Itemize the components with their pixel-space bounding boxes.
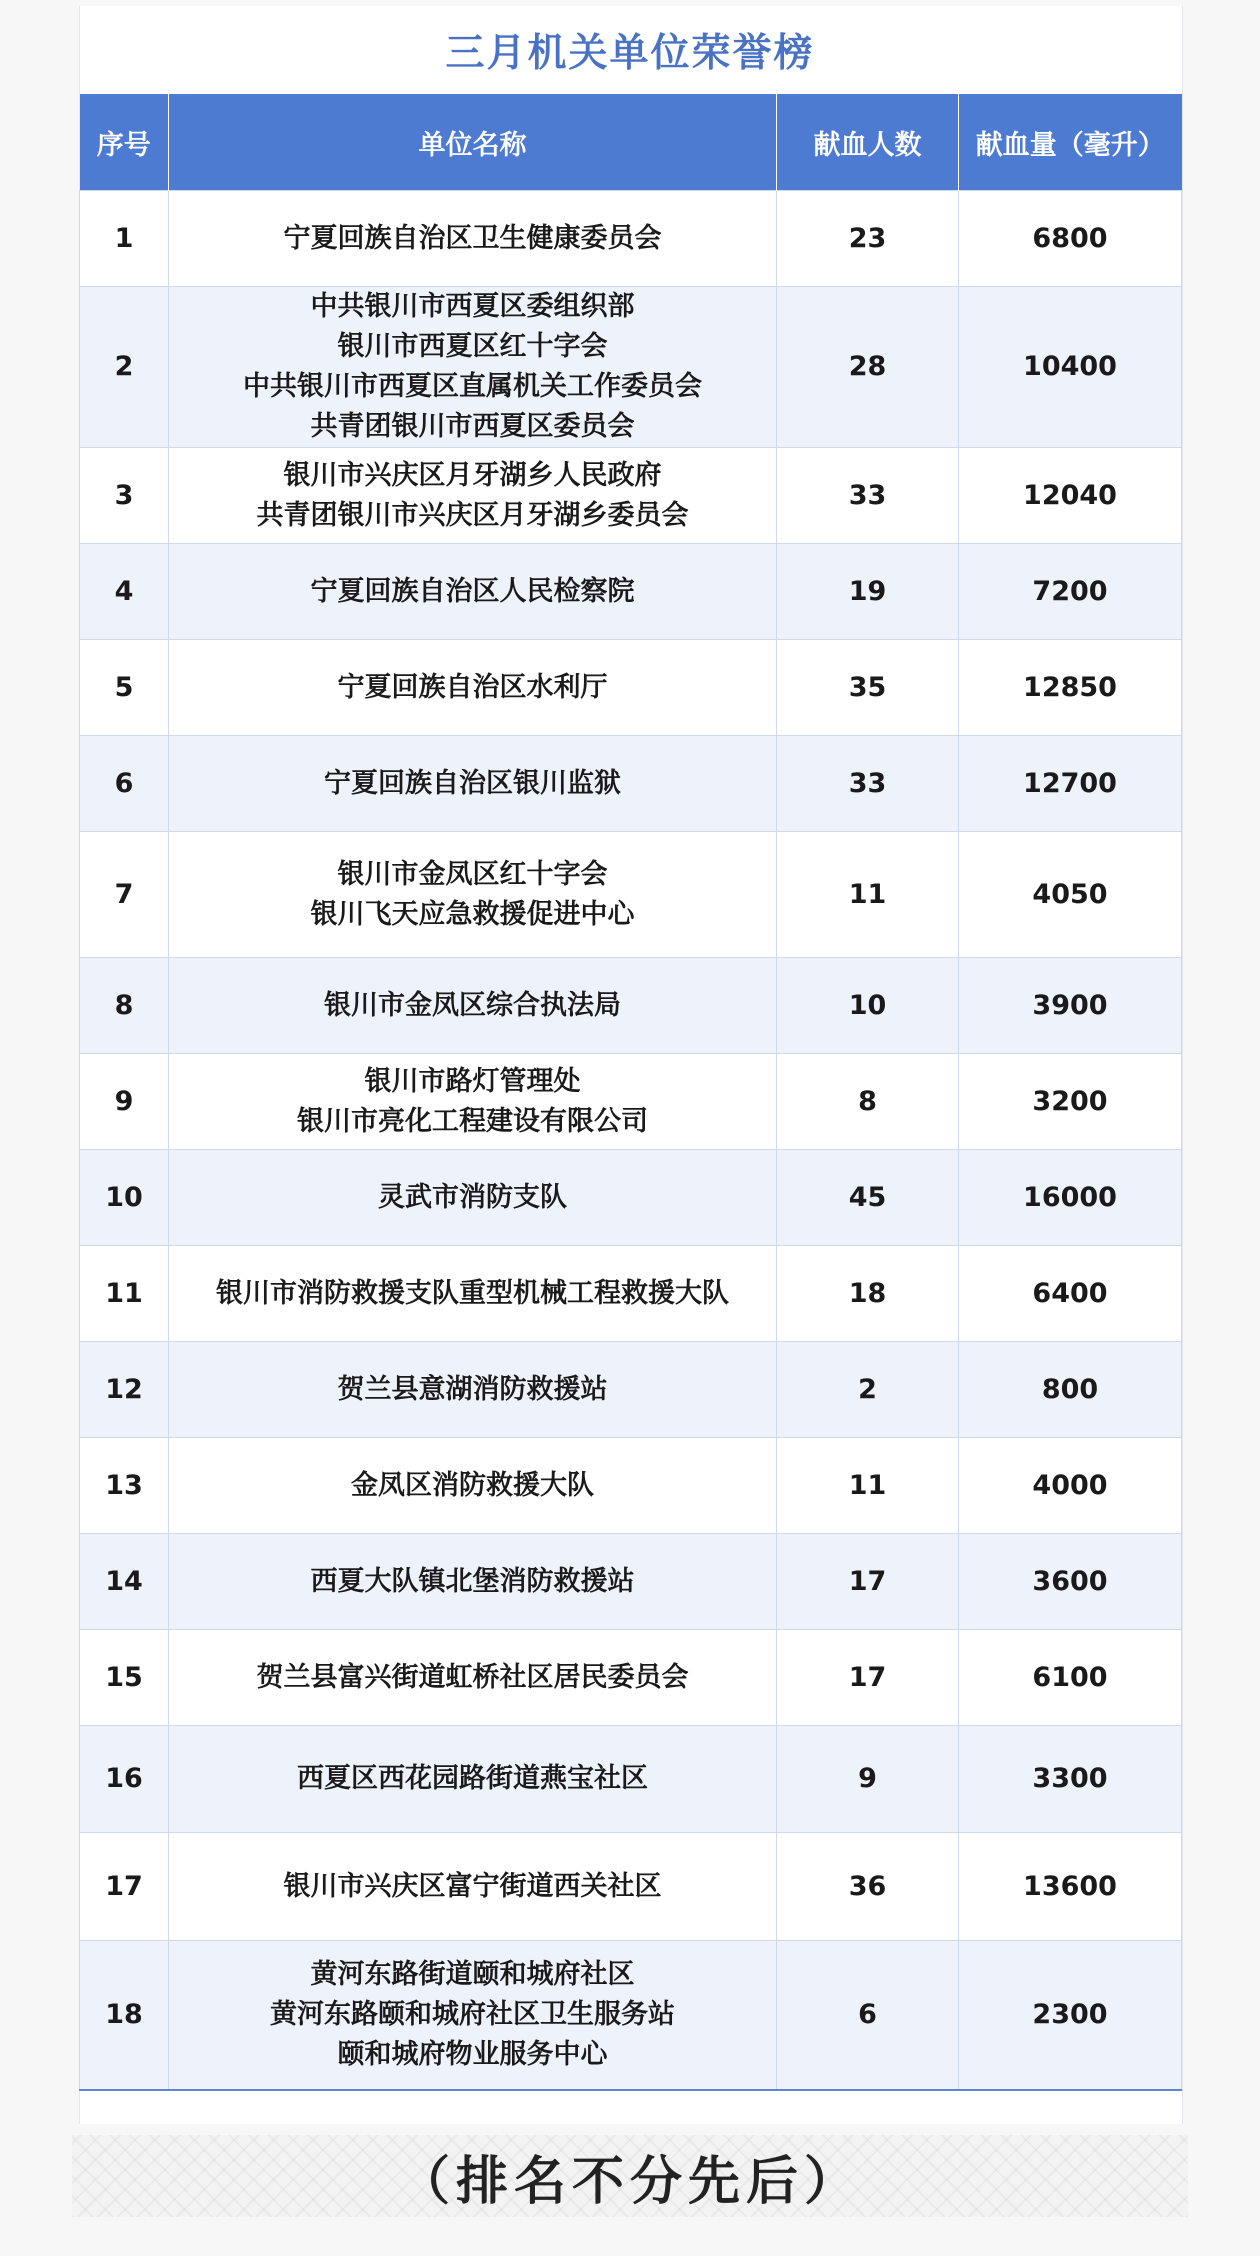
unit-name: 银川市兴庆区月牙湖乡人民政府 [283, 459, 662, 491]
donor-count: 6 [777, 1941, 959, 2090]
donor-count: 9 [777, 1726, 959, 1833]
unit-name-cell [169, 1054, 777, 1150]
row-number: 11 [80, 1246, 169, 1342]
table-body [80, 191, 1182, 2090]
blood-volume: 4050 [959, 832, 1182, 958]
table-row [80, 1630, 1182, 1726]
blood-volume: 3600 [959, 1534, 1182, 1630]
blood-volume: 3300 [959, 1726, 1182, 1833]
donor-count: 33 [777, 736, 959, 832]
unit-name-cell [169, 448, 777, 544]
row-number: 4 [80, 544, 169, 640]
blood-volume: 7200 [959, 544, 1182, 640]
blood-volume: 4000 [959, 1438, 1182, 1534]
blood-volume: 16000 [959, 1150, 1182, 1246]
unit-name: 银川飞天应急救援促进中心 [310, 898, 635, 930]
unit-name: 宁夏回族自治区人民检察院 [310, 575, 635, 607]
blood-volume: 6400 [959, 1246, 1182, 1342]
blood-volume: 3200 [959, 1054, 1182, 1150]
unit-name-cell [169, 1833, 777, 1941]
row-number: 18 [80, 1941, 169, 2090]
donor-count: 2 [777, 1342, 959, 1438]
unit-name: 颐和城府物业服务中心 [337, 2038, 608, 2070]
unit-name: 黄河东路街道颐和城府社区 [310, 1958, 635, 1990]
row-number: 8 [80, 958, 169, 1054]
table-row [80, 1054, 1182, 1150]
row-number: 6 [80, 736, 169, 832]
donor-count: 36 [777, 1833, 959, 1941]
row-number: 5 [80, 640, 169, 736]
blood-volume: 12700 [959, 736, 1182, 832]
donor-count: 23 [777, 191, 959, 287]
blood-volume: 800 [959, 1342, 1182, 1438]
unit-name: 共青团银川市兴庆区月牙湖乡委员会 [256, 499, 689, 531]
unit-name-cell [169, 1438, 777, 1534]
unit-name: 宁夏回族自治区卫生健康委员会 [283, 222, 662, 254]
unit-name-cell [169, 1342, 777, 1438]
blood-volume: 6100 [959, 1630, 1182, 1726]
row-number: 17 [80, 1833, 169, 1941]
unit-name-cell [169, 958, 777, 1054]
unit-name-cell [169, 1630, 777, 1726]
table-row [80, 832, 1182, 958]
column-header-unit-name: 单位名称 [169, 94, 777, 191]
honor-table [79, 94, 1182, 2091]
table-row [80, 1941, 1182, 2090]
row-number: 1 [80, 191, 169, 287]
ranking-note: （排名不分先后） [397, 2151, 862, 2212]
unit-name: 灵武市消防支队 [378, 1181, 567, 1213]
table-row [80, 736, 1182, 832]
unit-name: 金凤区消防救援大队 [351, 1469, 594, 1501]
blood-volume: 12850 [959, 640, 1182, 736]
table-row [80, 1726, 1182, 1833]
unit-name-cell [169, 1246, 777, 1342]
table-row [80, 640, 1182, 736]
blood-volume: 2300 [959, 1941, 1182, 2090]
unit-name: 银川市亮化工程建设有限公司 [297, 1105, 648, 1137]
donor-count: 33 [777, 448, 959, 544]
unit-name: 中共银川市西夏区直属机关工作委员会 [243, 371, 702, 402]
table-row [80, 1150, 1182, 1246]
row-number: 14 [80, 1534, 169, 1630]
unit-name-cell [169, 1534, 777, 1630]
unit-name: 银川市金凤区综合执法局 [324, 989, 621, 1021]
blood-volume: 12040 [959, 448, 1182, 544]
unit-name: 共青团银川市西夏区委员会 [310, 411, 635, 442]
unit-name-cell [169, 191, 777, 287]
blood-volume: 3900 [959, 958, 1182, 1054]
column-header-donor-count: 献血人数 [777, 94, 959, 191]
donor-count: 11 [777, 1438, 959, 1534]
donor-count: 45 [777, 1150, 959, 1246]
table-row [80, 287, 1182, 448]
table-row [80, 1342, 1182, 1438]
unit-name: 银川市路灯管理处 [364, 1065, 581, 1097]
column-header-blood-volume: 献血量（毫升） [959, 94, 1182, 191]
donor-count: 19 [777, 544, 959, 640]
unit-name-cell [169, 544, 777, 640]
table-row [80, 544, 1182, 640]
unit-name-cell [169, 287, 777, 448]
unit-name-cell [169, 1726, 777, 1833]
table-row [80, 191, 1182, 287]
donor-count: 17 [777, 1534, 959, 1630]
table-row [80, 448, 1182, 544]
unit-name-cell [169, 640, 777, 736]
blood-volume: 6800 [959, 191, 1182, 287]
row-number: 2 [80, 287, 169, 448]
unit-name: 银川市西夏区红十字会 [337, 331, 608, 362]
row-number: 10 [80, 1150, 169, 1246]
table-row [80, 1246, 1182, 1342]
row-number: 12 [80, 1342, 169, 1438]
unit-name: 西夏大队镇北堡消防救援站 [310, 1565, 635, 1597]
donor-count: 8 [777, 1054, 959, 1150]
table-row [80, 958, 1182, 1054]
unit-name: 宁夏回族自治区银川监狱 [324, 767, 621, 799]
column-header-number: 序号 [80, 94, 169, 191]
unit-name: 贺兰县富兴街道虹桥社区居民委员会 [256, 1661, 689, 1693]
donor-count: 28 [777, 287, 959, 448]
unit-name-cell [169, 736, 777, 832]
donor-count: 35 [777, 640, 959, 736]
row-number: 16 [80, 1726, 169, 1833]
unit-name-cell [169, 1941, 777, 2090]
unit-name-cell [169, 1150, 777, 1246]
unit-name: 西夏区西花园路街道燕宝社区 [297, 1763, 648, 1794]
donor-count: 18 [777, 1246, 959, 1342]
donor-count: 17 [777, 1630, 959, 1726]
unit-name: 银川市消防救援支队重型机械工程救援大队 [216, 1277, 729, 1309]
row-number: 15 [80, 1630, 169, 1726]
row-number: 7 [80, 832, 169, 958]
unit-name: 贺兰县意湖消防救援站 [337, 1373, 608, 1405]
unit-name: 银川市兴庆区富宁街道西关社区 [283, 1870, 662, 1902]
unit-name-cell [169, 832, 777, 958]
table-header-row [80, 94, 1182, 191]
table-row [80, 1833, 1182, 1941]
table-row [80, 1438, 1182, 1534]
blood-volume: 13600 [959, 1833, 1182, 1941]
donor-count: 10 [777, 958, 959, 1054]
unit-name: 黄河东路颐和城府社区卫生服务站 [270, 1998, 675, 2030]
table-row [80, 1534, 1182, 1630]
row-number: 3 [80, 448, 169, 544]
unit-name: 银川市金凤区红十字会 [337, 858, 608, 890]
unit-name: 中共银川市西夏区委组织部 [310, 291, 635, 322]
blood-volume: 10400 [959, 287, 1182, 448]
row-number: 13 [80, 1438, 169, 1534]
unit-name: 宁夏回族自治区水利厅 [337, 671, 608, 703]
row-number: 9 [80, 1054, 169, 1150]
page-title: 三月机关单位荣誉榜 [445, 31, 815, 76]
donor-count: 11 [777, 832, 959, 958]
